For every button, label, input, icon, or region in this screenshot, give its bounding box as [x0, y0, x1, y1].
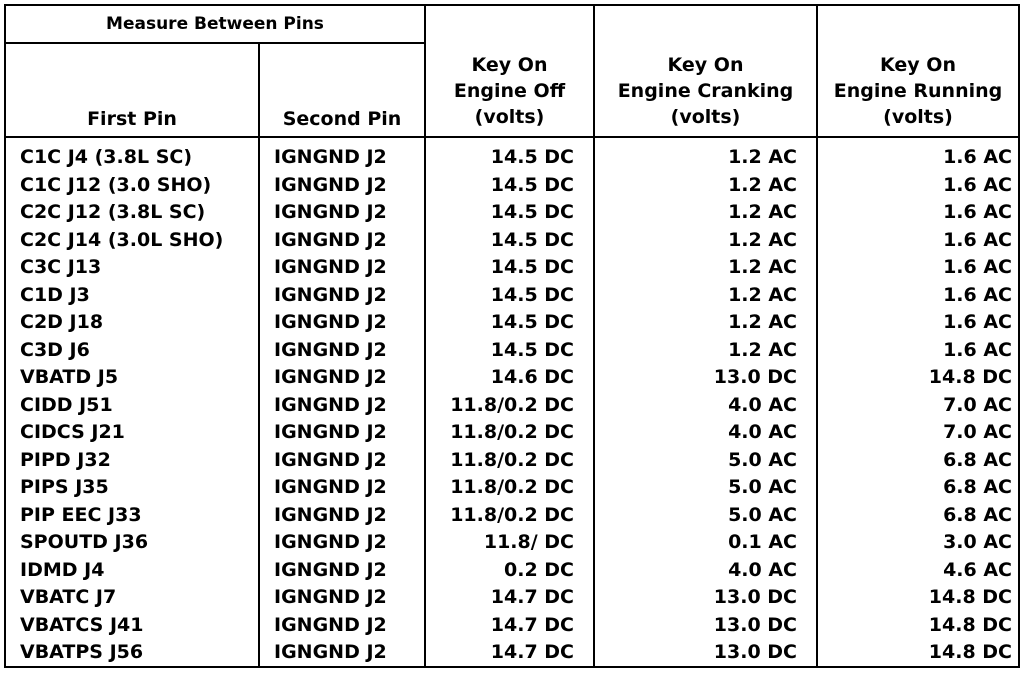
second-pin-cell: IGNGND J2	[274, 503, 387, 526]
engine-cranking-cell: 4.0 AC	[728, 393, 797, 416]
column-header-engine-off-line1: Key On	[471, 54, 548, 76]
second-pin-cell: IGNGND J2	[274, 531, 387, 553]
first-pin-cell: VBATD J5	[20, 366, 119, 388]
engine-cranking-cell: 1.2 AC	[728, 228, 797, 251]
pin-voltage-table	[4, 4, 1020, 668]
engine-off-cell: 14.7 DC	[490, 586, 574, 608]
second-pin-cell: IGNGND J2	[274, 421, 387, 443]
first-pin-cell: SPOUTD J36	[20, 531, 149, 553]
engine-cranking-cell: 1.2 AC	[728, 201, 797, 223]
second-pin-cell: IGNGND J2	[274, 586, 387, 608]
engine-off-cell: 11.8/0.2 DC	[450, 476, 574, 498]
column-header-engine-cranking-line3: (volts)	[670, 106, 741, 128]
first-pin-cell: CIDCS J21	[20, 421, 125, 443]
engine-off-cell: 11.8/ DC	[483, 531, 574, 553]
engine-off-cell: 14.5 DC	[490, 283, 574, 306]
engine-running-cell: 3.0 AC	[943, 531, 1012, 553]
second-pin-cell: IGNGND J2	[274, 641, 387, 663]
column-header-engine-off	[426, 52, 593, 130]
second-pin-cell: IGNGND J2	[274, 228, 387, 251]
second-pin-cell: IGNGND J2	[274, 173, 387, 196]
span-header: Measure Between Pins	[106, 14, 324, 34]
second-pin-cell: IGNGND J2	[274, 146, 387, 168]
column-header-engine-cranking-line2: Engine Cranking	[617, 80, 794, 102]
engine-running-cell: 7.0 AC	[943, 421, 1012, 443]
engine-running-cell: 1.6 AC	[943, 201, 1012, 223]
engine-cranking-cell: 1.2 AC	[728, 173, 797, 196]
engine-off-cell: 11.8/0.2 DC	[450, 503, 574, 526]
engine-off-cell: 14.5 DC	[490, 338, 574, 361]
column-header-second-pin: Second Pin	[282, 108, 402, 130]
engine-off-cell: 14.5 DC	[490, 256, 574, 278]
second-pin-cell: IGNGND J2	[274, 311, 387, 333]
column-header-engine-off-line2: Engine Off	[453, 80, 566, 102]
engine-running-cell: 1.6 AC	[943, 338, 1012, 361]
engine-running-cell: 14.8 DC	[928, 641, 1012, 663]
engine-off-cell: 11.8/0.2 DC	[450, 448, 574, 471]
engine-running-cell: 1.6 AC	[943, 256, 1012, 278]
column-header-engine-off-line3: (volts)	[474, 106, 545, 128]
engine-cranking-cell: 1.2 AC	[728, 146, 797, 168]
first-pin-cell: C3C J13	[20, 256, 102, 278]
first-pin-cell: C3D J6	[20, 338, 90, 361]
first-pin-cell: C1D J3	[20, 283, 90, 306]
engine-running-cell: 14.8 DC	[928, 613, 1012, 636]
engine-running-cell: 1.6 AC	[943, 146, 1012, 168]
first-pin-cell: IDMD J4	[20, 558, 105, 581]
engine-cranking-cell: 1.2 AC	[728, 283, 797, 306]
span-header-underline	[6, 42, 424, 44]
engine-off-cell: 14.5 DC	[490, 173, 574, 196]
second-pin-cell: IGNGND J2	[274, 613, 387, 636]
engine-off-cell: 11.8/0.2 DC	[450, 421, 574, 443]
engine-cranking-cell: 5.0 AC	[728, 476, 797, 498]
engine-off-cell: 14.7 DC	[490, 613, 574, 636]
engine-off-cell: 11.8/0.2 DC	[450, 393, 574, 416]
first-pin-cell: PIP EEC J33	[20, 503, 142, 526]
first-pin-cell: PIPD J32	[20, 448, 111, 471]
first-pin-cell: CIDD J51	[20, 393, 113, 416]
engine-running-cell: 14.8 DC	[928, 366, 1012, 388]
engine-cranking-cell: 4.0 AC	[728, 421, 797, 443]
engine-cranking-cell: 5.0 AC	[728, 448, 797, 471]
engine-running-cell: 6.8 AC	[943, 476, 1012, 498]
second-pin-cell: IGNGND J2	[274, 366, 387, 388]
first-pin-cell: C2C J14 (3.0L SHO)	[20, 228, 224, 251]
engine-running-cell: 4.6 AC	[943, 558, 1012, 581]
engine-running-cell: 1.6 AC	[943, 311, 1012, 333]
engine-off-cell: 14.5 DC	[490, 201, 574, 223]
second-pin-cell: IGNGND J2	[274, 476, 387, 498]
first-pin-cell: C2D J18	[20, 311, 104, 333]
engine-cranking-cell: 13.0 DC	[713, 641, 797, 663]
engine-off-cell: 14.5 DC	[490, 311, 574, 333]
column-header-engine-cranking-line1: Key On	[667, 54, 744, 76]
first-pin-cell: PIPS J35	[20, 476, 109, 498]
second-pin-cell: IGNGND J2	[274, 338, 387, 361]
column-header-engine-running-line1: Key On	[880, 54, 956, 76]
engine-cranking-cell: 0.1 AC	[728, 531, 797, 553]
engine-running-cell: 1.6 AC	[943, 283, 1012, 306]
second-pin-cell: IGNGND J2	[274, 448, 387, 471]
first-pin-cell: VBATC J7	[20, 586, 117, 608]
second-pin-cell: IGNGND J2	[274, 283, 387, 306]
engine-running-cell: 6.8 AC	[943, 503, 1012, 526]
first-pin-cell: VBATCS J41	[20, 613, 144, 636]
second-pin-cell: IGNGND J2	[274, 201, 387, 223]
engine-cranking-cell: 1.2 AC	[728, 311, 797, 333]
engine-off-cell: 14.7 DC	[490, 641, 574, 663]
engine-cranking-cell: 4.0 AC	[728, 558, 797, 581]
engine-running-cell: 6.8 AC	[943, 448, 1012, 471]
engine-off-cell: 0.2 DC	[504, 558, 574, 581]
engine-running-cell: 14.8 DC	[928, 586, 1012, 608]
engine-running-cell: 1.6 AC	[943, 228, 1012, 251]
column-header-first-pin: First Pin	[87, 108, 177, 130]
column-header-engine-running-line2: Engine Running	[833, 80, 1003, 102]
engine-off-cell: 14.5 DC	[490, 146, 574, 168]
engine-cranking-cell: 13.0 DC	[713, 613, 797, 636]
engine-off-cell: 14.6 DC	[490, 366, 574, 388]
column-header-engine-running-line3: (volts)	[883, 106, 953, 128]
second-pin-cell: IGNGND J2	[274, 393, 387, 416]
header-bottom-rule	[6, 136, 1018, 138]
column-header-engine-running	[818, 52, 1018, 130]
second-pin-cell: IGNGND J2	[274, 558, 387, 581]
engine-off-cell: 14.5 DC	[490, 228, 574, 251]
first-pin-cell: VBATPS J56	[20, 641, 144, 663]
engine-cranking-cell: 13.0 DC	[713, 366, 797, 388]
engine-cranking-cell: 1.2 AC	[728, 338, 797, 361]
engine-cranking-cell: 1.2 AC	[728, 256, 797, 278]
column-header-engine-cranking	[595, 52, 816, 130]
second-pin-cell: IGNGND J2	[274, 256, 387, 278]
engine-cranking-cell: 5.0 AC	[728, 503, 797, 526]
first-pin-cell: C1C J12 (3.0 SHO)	[20, 173, 212, 196]
engine-running-cell: 1.6 AC	[943, 173, 1012, 196]
engine-running-cell: 7.0 AC	[943, 393, 1012, 416]
first-pin-cell: C2C J12 (3.8L SC)	[20, 201, 206, 223]
engine-cranking-cell: 13.0 DC	[713, 586, 797, 608]
first-pin-cell: C1C J4 (3.8L SC)	[20, 146, 193, 168]
